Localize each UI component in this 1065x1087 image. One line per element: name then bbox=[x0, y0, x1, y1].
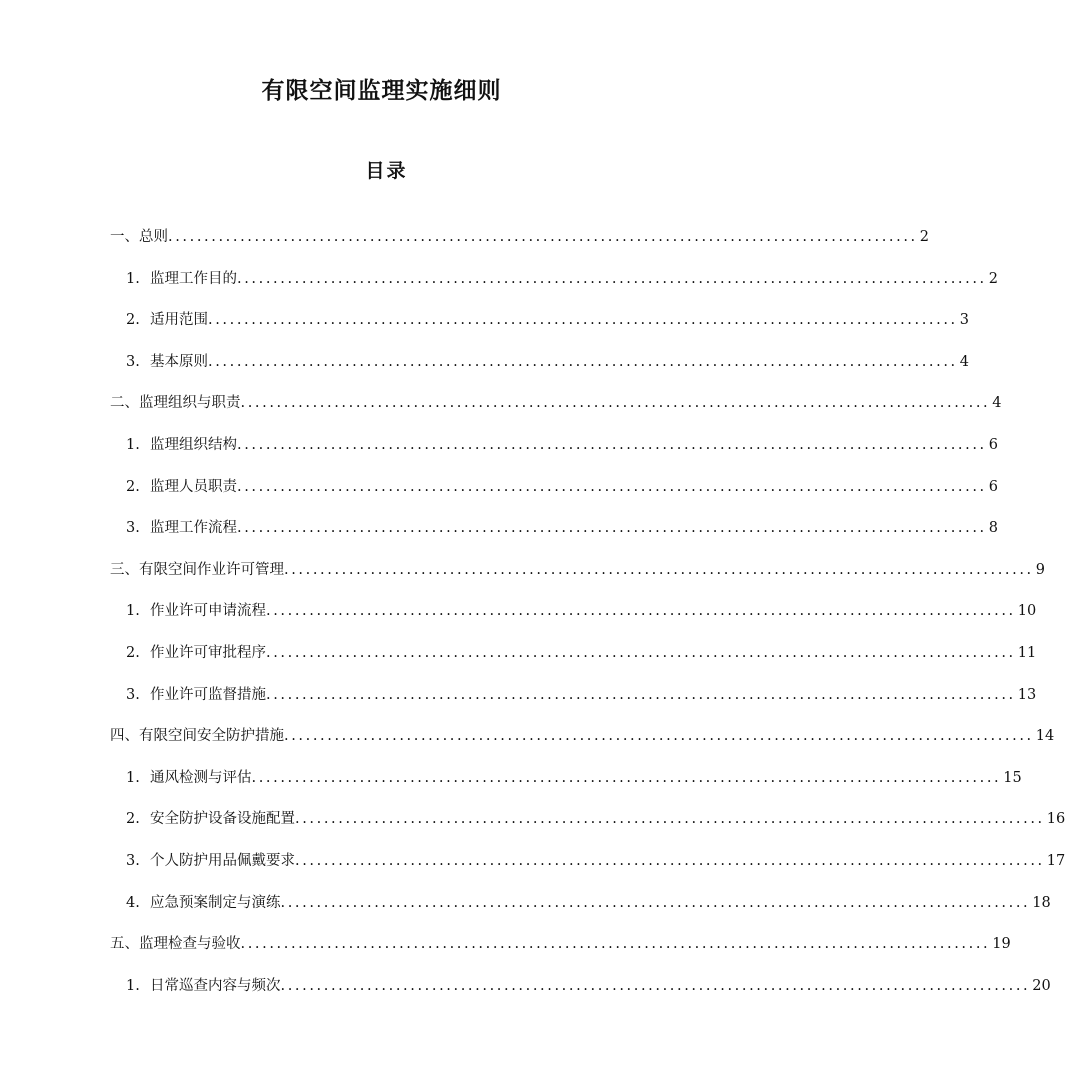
toc-entry[interactable] bbox=[126, 640, 1037, 666]
toc-entry-number: 1. bbox=[126, 977, 140, 994]
toc-page-number: 3 bbox=[959, 312, 969, 329]
toc-entry-section-1[interactable] bbox=[110, 224, 929, 250]
toc-entry[interactable] bbox=[126, 806, 1065, 832]
toc-page-number: 16 bbox=[1046, 811, 1065, 828]
toc-entry-number: 1. bbox=[126, 437, 140, 453]
toc-entry-text: 监理工作目的 bbox=[150, 270, 237, 287]
toc-entry-number: 3. bbox=[126, 520, 140, 537]
toc-leader-dots: ........................................................................................................ bbox=[208, 353, 958, 370]
toc-leader-dots: ........................................................................................................ bbox=[237, 478, 987, 495]
toc-entry[interactable] bbox=[126, 432, 998, 458]
toc-leader-dots: ........................................................................................................ bbox=[237, 270, 987, 287]
toc-page-number: 13 bbox=[1017, 686, 1037, 703]
toc-entry-text: 应急预案制定与演练 bbox=[150, 894, 281, 911]
toc-leader-dots: ........................................................................................................ bbox=[208, 312, 958, 329]
toc-leader-dots: ........................................................................................................ bbox=[251, 769, 1002, 786]
toc-page-number: 9 bbox=[1035, 561, 1045, 578]
toc-entry-text: 监理组织结构 bbox=[150, 437, 237, 453]
toc-page-number: 20 bbox=[1032, 977, 1051, 994]
toc-entry-text: 四、有限空间安全防护措施 bbox=[110, 728, 284, 745]
toc-entry-text: 基本原则 bbox=[150, 353, 208, 370]
toc-entry-text: 个人防护用品佩戴要求 bbox=[150, 853, 295, 869]
toc-page-number: 6 bbox=[988, 437, 998, 453]
toc-entry-section-4[interactable] bbox=[110, 723, 1055, 749]
toc-page-number: 15 bbox=[1003, 769, 1022, 786]
toc-entry[interactable] bbox=[126, 515, 998, 541]
toc-entry-number: 2. bbox=[126, 811, 140, 828]
toc-page-number: 10 bbox=[1017, 603, 1037, 620]
document-title: 有限空间监理实施细则 bbox=[261, 77, 502, 104]
toc-leader-dots: ........................................................................................................ bbox=[295, 853, 1045, 869]
toc-entry-section-5[interactable] bbox=[110, 931, 1011, 957]
toc-entry[interactable] bbox=[126, 890, 1051, 916]
toc-entry-text: 适用范围 bbox=[150, 312, 208, 329]
toc-entry[interactable] bbox=[126, 682, 1037, 708]
toc-page-number: 2 bbox=[988, 270, 998, 287]
toc-leader-dots: ........................................................................................................ bbox=[237, 437, 987, 453]
toc-entry[interactable] bbox=[126, 266, 998, 292]
toc-entry-text: 作业许可监督措施 bbox=[150, 686, 266, 703]
toc-page-number: 14 bbox=[1035, 728, 1055, 745]
toc-leader-dots: ........................................................................................................ bbox=[266, 645, 1016, 661]
toc-entry-text: 通风检测与评估 bbox=[150, 769, 252, 786]
toc-leader-dots: ........................................................................................................ bbox=[295, 811, 1045, 828]
toc-entry[interactable] bbox=[126, 973, 1051, 999]
toc-page-number: 19 bbox=[992, 936, 1011, 953]
toc-leader-dots: ........................................................................................................ bbox=[284, 561, 1034, 578]
toc-entry-section-2[interactable] bbox=[110, 390, 1002, 416]
toc-heading: 目录 bbox=[365, 160, 408, 182]
toc-entry-number: 3. bbox=[126, 853, 140, 869]
toc-page-number: 17 bbox=[1046, 853, 1065, 869]
toc-page-number: 4 bbox=[992, 395, 1002, 412]
toc-leader-dots: ........................................................................................................ bbox=[280, 894, 1031, 911]
toc-entry-text: 作业许可申请流程 bbox=[150, 603, 266, 620]
toc-page-number: 2 bbox=[919, 229, 929, 245]
toc-entry-number: 4. bbox=[126, 894, 140, 911]
toc-page-number: 4 bbox=[959, 353, 969, 370]
toc-entry-text: 作业许可审批程序 bbox=[150, 645, 266, 661]
toc-entry-section-3[interactable] bbox=[110, 557, 1045, 583]
toc-entry-number: 1. bbox=[126, 270, 140, 287]
toc-entry-number: 2. bbox=[126, 645, 140, 661]
toc-leader-dots: ........................................................................................................ bbox=[280, 977, 1031, 994]
toc-leader-dots: ........................................................................................................ bbox=[168, 229, 918, 245]
toc-page-number: 11 bbox=[1017, 645, 1037, 661]
toc-entry[interactable] bbox=[126, 349, 969, 375]
toc-entry[interactable] bbox=[126, 474, 998, 500]
toc-leader-dots: ........................................................................................................ bbox=[240, 936, 991, 953]
toc-entry-text: 安全防护设备设施配置 bbox=[150, 811, 295, 828]
toc-leader-dots: ........................................................................................................ bbox=[266, 686, 1016, 703]
toc-page-number: 6 bbox=[988, 478, 998, 495]
toc-leader-dots: ........................................................................................................ bbox=[284, 728, 1034, 745]
toc-entry-text: 二、监理组织与职责 bbox=[110, 395, 241, 412]
toc-entry[interactable] bbox=[126, 307, 969, 333]
toc-leader-dots: ........................................................................................................ bbox=[237, 520, 987, 537]
toc-entry-number: 3. bbox=[126, 686, 140, 703]
toc-page-number: 18 bbox=[1032, 894, 1051, 911]
toc-entry-number: 2. bbox=[126, 478, 140, 495]
toc-entry-text: 五、监理检查与验收 bbox=[110, 936, 241, 953]
toc-entry-text: 一、总则 bbox=[110, 229, 168, 245]
toc-entry-number: 3. bbox=[126, 353, 140, 370]
toc-entry-number: 2. bbox=[126, 312, 140, 329]
toc-entry[interactable] bbox=[126, 848, 1065, 874]
toc-entry-number: 1. bbox=[126, 603, 140, 620]
toc-page-number: 8 bbox=[988, 520, 998, 537]
toc-leader-dots: ........................................................................................................ bbox=[266, 603, 1016, 620]
toc-entry[interactable] bbox=[126, 598, 1037, 624]
toc-entry[interactable] bbox=[126, 765, 1022, 791]
toc-leader-dots: ........................................................................................................ bbox=[240, 395, 991, 412]
toc-entry-text: 监理工作流程 bbox=[150, 520, 237, 537]
toc-entry-number: 1. bbox=[126, 769, 140, 786]
toc-entry-text: 日常巡查内容与频次 bbox=[150, 977, 281, 994]
toc-entry-text: 三、有限空间作业许可管理 bbox=[110, 561, 284, 578]
toc-entry-text: 监理人员职责 bbox=[150, 478, 237, 495]
